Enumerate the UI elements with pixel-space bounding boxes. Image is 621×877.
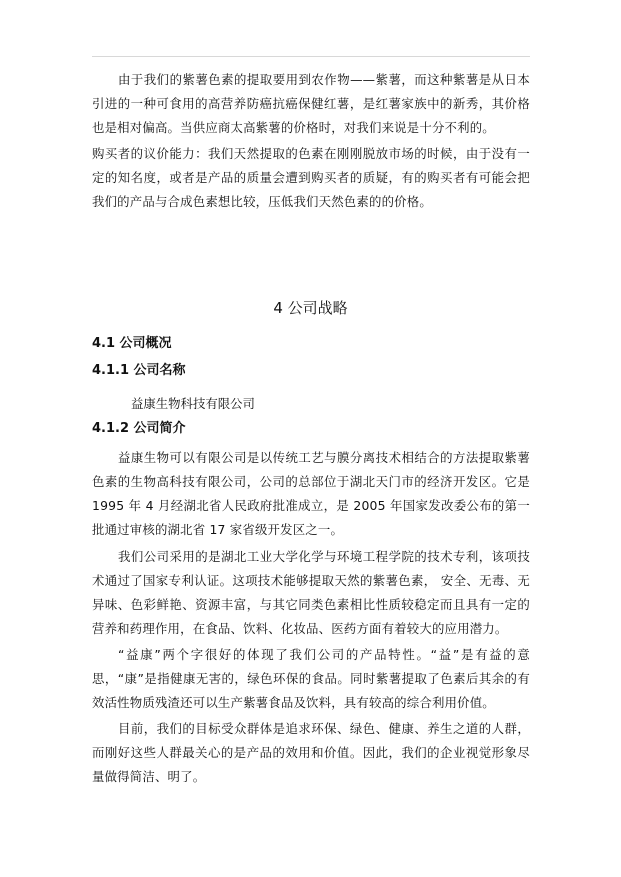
chapter-title: 4 公司战略 <box>273 299 348 317</box>
paragraph-supplier-power: 由于我们的紫薯色素的提取要用到农作物——紫薯，而这种紫薯是从日本引进的一种可食用的高营养防癌抗癌保健红薯，是红薯家族中的新秀，其价格也是相对偏高。当供应商太高紫薯的价格时，对我们来说是十分不利的。 <box>92 72 530 135</box>
section-heading-4-1-1: 4.1.1 公司名称 <box>92 363 186 378</box>
header-rule <box>92 56 530 57</box>
section-heading-4-1-2: 4.1.2 公司简介 <box>92 421 186 436</box>
paragraph-company-intro: 益康生物可以有限公司是以传统工艺与膜分离技术相结合的方法提取紫薯色素的生物高科技有限公司，公司的总部位于湖北天门市的经济开发区。它是1995 年 4 月经湖北省人民政府批准成立，是 2005 年国家发改委公布的第一批通过审核的湖北省 17 家省级开发区之一。 <box>92 450 530 537</box>
section-heading-4-1: 4.1 公司概况 <box>92 336 172 351</box>
paragraph-brand-name: “益康”两个字很好的体现了我们公司的产品特性。“益”是有益的意思，“康”是指健康无害的，绿色环保的食品。同时紫薯提取了色素后其余的有效活性物质残渣还可以生产紫薯食品及饮料，具有较高的综合利用价值。 <box>92 647 530 710</box>
paragraph-buyer-power: 购买者的议价能力：我们天然提取的色素在刚刚脱放市场的时候，由于没有一定的知名度，或者是产品的质量会遭到购买者的质疑，有的购买者有可能会把我们的产品与合成色素想比较，压低我们天然色素的的价格。 <box>92 146 530 209</box>
paragraph-target-audience: 目前，我们的目标受众群体是追求环保、绿色、健康、养生之道的人群，而刚好这些人群最关心的是产品的效用和价值。因此，我们的企业视觉形象尽量做得简洁、明了。 <box>92 721 530 784</box>
company-name: 益康生物科技有限公司 <box>131 396 255 411</box>
paragraph-technology: 我们公司采用的是湖北工业大学化学与环境工程学院的技术专利，该项技术通过了国家专利认证。这项技术能够提取天然的紫薯色素， 安全、无毒、无异味、色彩鲜艳、资源丰富，与其它同类色素相比性质较稳定而且具有一定的营养和药理作用，在食品、饮料、化妆品、医药方面有着较大的应用潜力。 <box>92 549 530 636</box>
